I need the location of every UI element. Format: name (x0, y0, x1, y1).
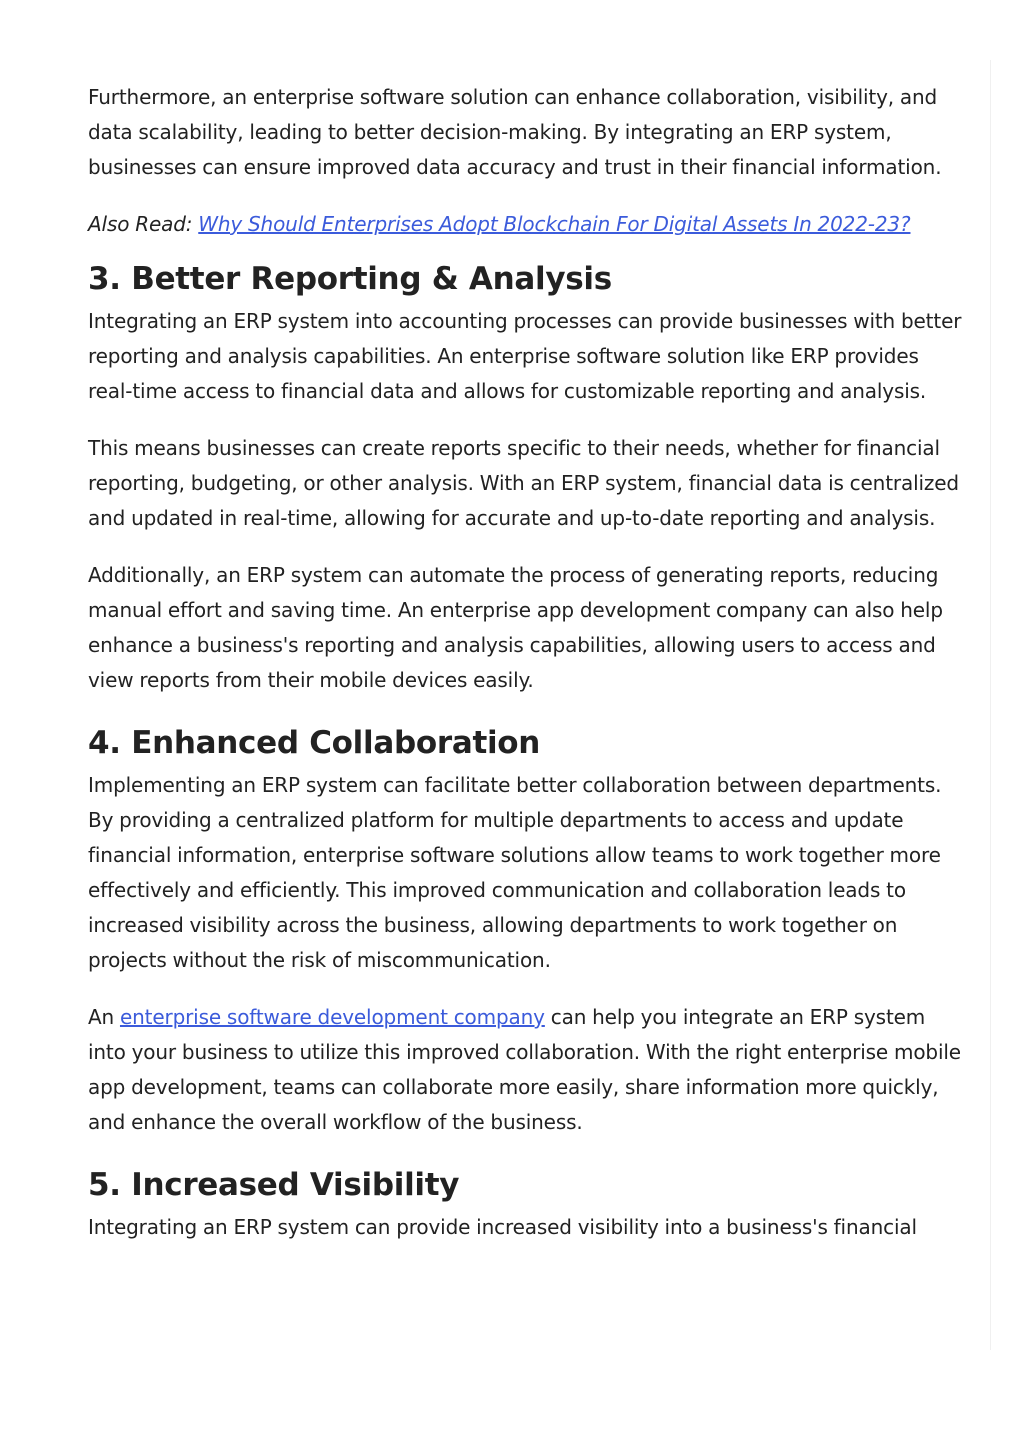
section-4-paragraph-1: Implementing an ERP system can facilitate better collaboration between departments. By providing a centralized platform for multiple departments to access and update financial information, enterprise software solutions allow teams to work together more effectively and efficiently. This improved communication and collaboration leads to increased visibility across the business, allowing departments to work together on projects without the risk of miscommunication. (88, 773, 942, 972)
section-4-p2-suffix: can help you integrate an ERP system into your business to utilize this improved collaboration. With the right enterprise mobile app development, teams can collaborate more easily, share information more quickly, and enhance the overall workflow of the business. (88, 1005, 961, 1134)
section-4-paragraph-2 (88, 1000, 968, 1140)
section-3-paragraph-1: Integrating an ERP system into accounting processes can provide businesses with better reporting and analysis capabilities. An enterprise software solution like ERP provides real-time access to financial data and allows for customizable reporting and analysis. (88, 309, 962, 403)
section-4-p2-prefix: An (88, 1005, 120, 1029)
also-read-line (88, 207, 968, 242)
also-read-link[interactable]: Why Should Enterprises Adopt Blockchain For Digital Assets In 2022-23? (198, 212, 911, 236)
enterprise-software-development-link[interactable]: enterprise software development company (119, 1005, 545, 1029)
section-3-paragraph-2: This means businesses can create reports specific to their needs, whether for financial reporting, budgeting, or other analysis. With an ERP system, financial data is centralized and updated in real-time, allowing for accurate and up-to-date reporting and analysis. (88, 436, 959, 530)
also-read-prefix: Also Read: (88, 212, 199, 236)
section-4-heading: 4. Enhanced Collaboration (88, 725, 541, 761)
intro-paragraph: Furthermore, an enterprise software solution can enhance collaboration, visibility, and data scalability, leading to better decision-making. By integrating an ERP system, businesses can ensure improved data accuracy and trust in their financial information. (88, 85, 942, 179)
right-border-divider (990, 60, 991, 1350)
section-3-paragraph-3: Additionally, an ERP system can automate the process of generating reports, reducing manual effort and saving time. An enterprise app development company can also help enhance a business's reporting and analysis capabilities, allowing users to access and view reports from their mobile devices easily. (88, 563, 943, 692)
section-3-heading: 3. Better Reporting & Analysis (88, 261, 612, 297)
section-5-heading: 5. Increased Visibility (88, 1167, 460, 1203)
section-5-paragraph-1: Integrating an ERP system can provide increased visibility into a business's financial (88, 1215, 917, 1239)
